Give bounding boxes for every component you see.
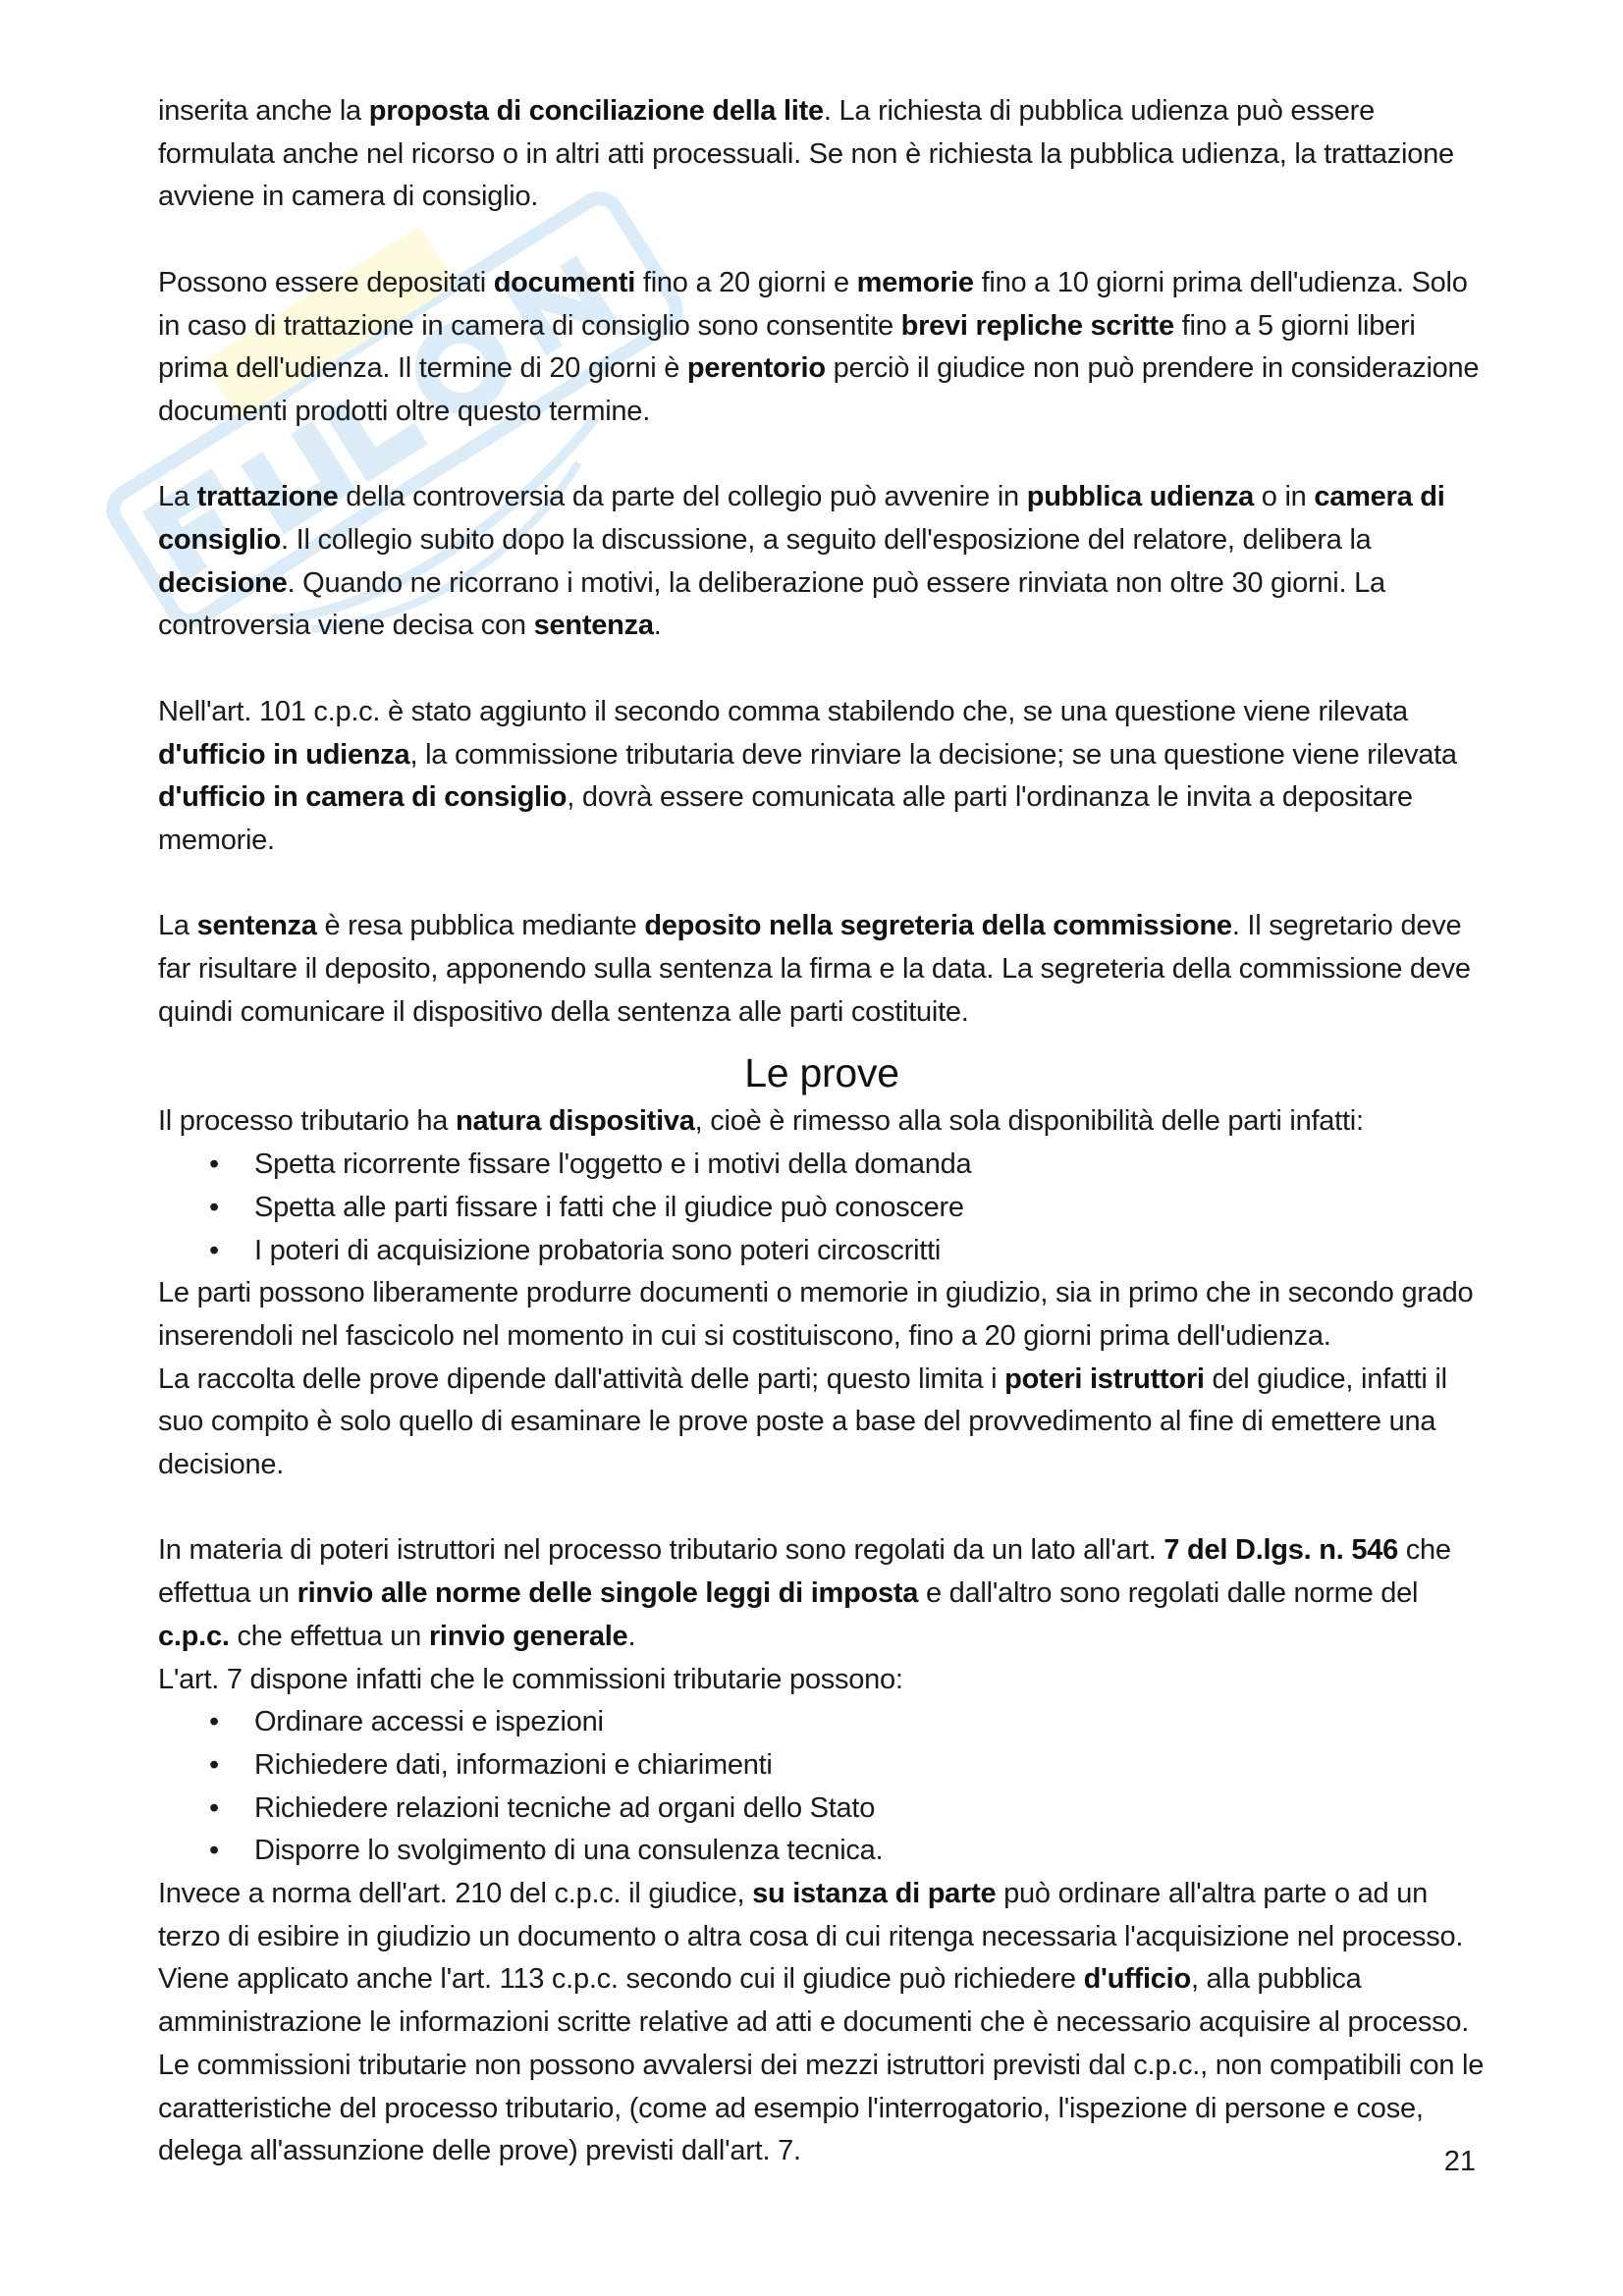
list-item: • Richiedere dati, informazioni e chiarimenti [158, 1744, 1486, 1788]
document-body [158, 90, 1486, 2173]
bullet-list-dispositiva [158, 1144, 1486, 1272]
page-number: 21 [1443, 2146, 1476, 2177]
bullet-icon: • [209, 1191, 219, 1223]
paragraph-art-101: Nell'art. 101 c.p.c. è stato aggiunto il secondo comma stabilendo che, se una questione viene rilevata d'ufficio in udienza, la commissione tributaria deve rinviare la decisione; se una questione viene rilevata d'ufficio in camera di consiglio, dovrà essere comunicata alle parti l'ordinanza le invita a depositare memorie. [158, 695, 1457, 856]
paragraph-raccolta-prove: La raccolta delle prove dipende dall'attività delle parti; questo limita i poteri istruttori del giudice, infatti il suo compito è solo quello di esaminare le prove poste a base del provvedimento al fine di emettere una decisione. [158, 1362, 1447, 1481]
list-item: • Disporre lo svolgimento di una consulenza tecnica. [158, 1830, 1486, 1873]
list-item: • Ordinare accessi e ispezioni [158, 1701, 1486, 1744]
bullet-list-art-7 [158, 1701, 1486, 1873]
bullet-icon: • [209, 1835, 219, 1867]
bullet-icon: • [209, 1748, 219, 1781]
paragraph-parti-documenti: Le parti possono liberamente produrre documenti o memorie in giudizio, sia in primo che in secondo grado inserendoli nel fascicolo nel momento in cui si costituiscono, fino a 20 giorni prima dell'udienza. [158, 1277, 1474, 1352]
paragraph-mezzi-istruttori: Le commissioni tributarie non possono avvalersi dei mezzi istruttori previsti dal c.p.c., non compatibili con le caratteristiche del processo tributario, (come ad esempio l'interrogatorio, l'ispezione di persone e cose, delega all'assunzione delle prove) previsti dall'art. 7. [158, 2049, 1485, 2167]
bullet-icon: • [209, 1706, 219, 1738]
list-item: • Spetta ricorrente fissare l'oggetto e i motivi della domanda [158, 1144, 1486, 1187]
list-item: • I poteri di acquisizione probatoria sono poteri circoscritti [158, 1230, 1486, 1273]
paragraph-conciliazione: inserita anche la proposta di conciliazione della lite. La richiesta di pubblica udienza può essere formulata anche nel ricorso o in altri atti processuali. Se non è richiesta la pubblica udienza, la trattazione avviene in camera di consiglio. [158, 95, 1454, 213]
paragraph-art-210: Invece a norma dell'art. 210 del c.p.c. il giudice, su istanza di parte può ordinare all'altra parte o ad un terzo di esibire in giudizio un documento o altra cosa di cui ritenga necessaria l'acquisizione nel processo. Viene applicato anche l'art. 113 c.p.c. secondo cui il giudice può richiedere d'ufficio, alla pubblica amministrazione le informazioni scritte relative ad atti e documenti che è necessario acquisire al processo. [158, 1878, 1470, 2039]
list-item: • Spetta alle parti fissare i fatti che il giudice può conoscere [158, 1187, 1486, 1230]
paragraph-sentenza: La sentenza è resa pubblica mediante deposito nella segreteria della commissione. Il segretario deve far risultare il deposito, apponendo sulla sentenza la firma e la data. La segreteria della commissione deve quindi comunicare il dispositivo della sentenza alle parti costituite. [158, 910, 1471, 1028]
paragraph-poteri-istruttori: In materia di poteri istruttori nel processo tributario sono regolati da un lato all'art. 7 del D.lgs. n. 546 che effettua un rinvio alle norme delle singole leggi di imposta e dall'altro sono regolati dalle norme del c.p.c. che effettua un rinvio generale. [158, 1534, 1451, 1652]
paragraph-documenti-memorie: Possono essere depositati documenti fino a 20 giorni e memorie fino a 10 giorni prima dell'udienza. Solo in caso di trattazione in camera di consiglio sono consentite brevi repliche scritte fino a 5 giorni liberi prima dell'udienza. Il termine di 20 giorni è perentorio perciò il giudice non può prendere in considerazione documenti prodotti oltre questo termine. [158, 266, 1480, 427]
bullet-icon: • [209, 1148, 219, 1181]
paragraph-art-7: L'art. 7 dispone infatti che le commissioni tributarie possono: [158, 1663, 903, 1695]
bullet-icon: • [209, 1234, 219, 1266]
list-item: • Richiedere relazioni tecniche ad organi dello Stato [158, 1788, 1486, 1831]
bullet-icon: • [209, 1791, 219, 1824]
section-intro: Il processo tributario ha natura dispositiva, cioè è rimesso alla sola disponibilità delle parti infatti: [158, 1105, 1364, 1138]
section-title: Le prove [744, 1050, 899, 1096]
paragraph-trattazione: La trattazione della controversia da parte del collegio può avvenire in pubblica udienza o in camera di consiglio. Il collegio subito dopo la discussione, a seguito dell'esposizione del relatore, delibera la decisione. Quando ne ricorrano i motivi, la deliberazione può essere rinviata non oltre 30 giorni. La controversia viene decisa con sentenza. [158, 481, 1445, 642]
